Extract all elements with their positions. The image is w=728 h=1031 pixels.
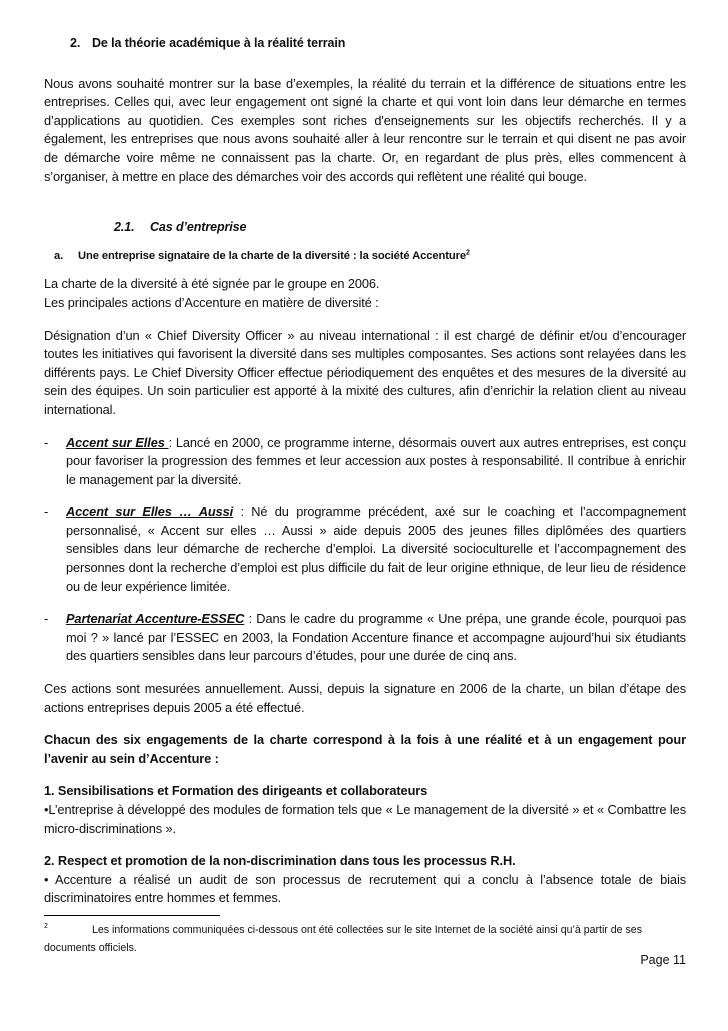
footnote-reference: 2 — [465, 249, 470, 257]
cdo-paragraph: Désignation d’un « Chief Diversity Officer » au niveau international : il est chargé de définir et/ou d’encourager toutes les initiatives qui favorisent la diversité dans ses multiples composantes. Ses actions sont relayées dans les différents pays. Le Chief Diversity Officer effectue périodiquement des enquêtes et des mesures de la diversité au sein des équipes. Un soin particulier est apporté à la mixité des cultures, afin d’enrichir la relation client au niveau international. — [44, 327, 686, 417]
case-heading — [54, 247, 686, 266]
engagements-intro: Chacun des six engagements de la charte correspond à la fois à une réalité et à un engagement pour l’avenir au sein d’Accenture : — [44, 732, 686, 766]
engagement-text: •L’entreprise à développé des modules de formation tels que « Le management de la diversité » et « Combattre les micro-discriminations ». — [44, 802, 686, 836]
program-name: Accent sur Elles — [66, 434, 169, 450]
engagement-title: 1. Sensibilisations et Formation des dirigeants et collaborateurs — [44, 783, 428, 799]
subsection-heading — [114, 218, 686, 237]
engagement-text: • Accenture a réalisé un audit de son processus de recrutement qui a conclu à l’absence totale de biais discriminatoires entre hommes et femmes. — [44, 871, 686, 906]
footnote-separator — [44, 915, 220, 916]
case-letter: a. — [54, 249, 64, 262]
intro-paragraph: Nous avons souhaité montrer sur la base d’exemples, la réalité du terrain et la différence de situations entre les entreprises. Celles qui, avec leur engagement ont signé la charte et qui vont loin dans leur démarche en termes d’applications au quotidien. Ces exemples sont riches d'enseignements sur les objectifs recherchés. Il y a également, les entreprises que nous avons souhaité aller à leur rencontre sur le terrain et qui disent ne pas avoir de démarche voire même ne connaissent pas la charte. Or, en regardant de plus près, elles commencent à s’organiser, à mettre en place des démarches voir des accords qui reflètent une réalité qui bouge. — [44, 75, 686, 184]
program-name: Accent sur Elles … Aussi — [66, 504, 234, 520]
measurement-paragraph: Ces actions sont mesurées annuellement. Aussi, depuis la signature en 2006 de la charte, un bilan d’étape des actions entreprises depuis 2005 a été effectué. — [44, 681, 686, 715]
list-item — [44, 434, 686, 490]
list-item — [44, 610, 686, 666]
section-title: De la théorie académique à la réalité terrain — [92, 36, 346, 50]
page-number: Page 11 — [640, 953, 686, 967]
program-name: Partenariat Accenture-ESSEC — [66, 611, 245, 627]
list-dash: - — [44, 611, 49, 627]
subsection-title: Cas d’entreprise — [150, 220, 247, 235]
program-description: : Dans le cadre du programme « Une prépa, une grande école, pourquoi pas moi ? » lancé par l’ESSEC en 2003, la Fondation Accenture finance et accompagne aujourd’hui six étudiants des quartiers sensibles dans leur parcours d’études, pour une durée de cinq ans. — [66, 611, 686, 664]
list-dash: - — [44, 434, 49, 450]
engagement-title: 2. Respect et promotion de la non-discrimination dans tous les processus R.H. — [44, 853, 516, 869]
list-dash: - — [44, 504, 49, 520]
charter-signed-paragraph: La charte de la diversité à été signée par le groupe en 2006. — [44, 276, 380, 292]
footnote-text: Les informations communiquées ci-dessous ont été collectées sur le site Internet de la société ainsi qu’à partir de ses documents officiels. — [44, 924, 642, 954]
section-heading — [70, 34, 686, 53]
section-number: 2. — [70, 36, 81, 50]
page-body — [44, 34, 686, 908]
program-description: : Lancé en 2000, ce programme interne, désormais ouvert aux autres entreprises, est conçu pour favoriser la progression des femmes et leur accession aux postes à responsabilité. Il contribue à enrichir le management par la diversité. — [66, 434, 687, 487]
case-title: Une entreprise signataire de la charte de la diversité : la société Accenture — [78, 249, 466, 262]
subsection-number: 2.1. — [114, 220, 135, 235]
program-description: : Né du programme précédent, axé sur le coaching et l’accompagnement personnalisé, « Accent sur elles … Aussi » aide depuis 2005 des jeunes filles diplômées des quartiers sensibles dans leur démarche de recherche d’emploi. La diversité socioculturelle et l’accompagnement des personnes dont la recherche d’emploi est plus difficile du fait de leur origine ethnique, de leur lieu de résidence ou de leur expérience limitée. — [66, 504, 686, 594]
list-item — [44, 503, 686, 596]
footnote: 2 Les informations communiquées ci-dessous ont été collectées sur le site Internet de la société ainsi qu’à partir de ses documents officiels. — [44, 923, 642, 954]
main-actions-paragraph: Les principales actions d’Accenture en matière de diversité : — [44, 294, 379, 310]
